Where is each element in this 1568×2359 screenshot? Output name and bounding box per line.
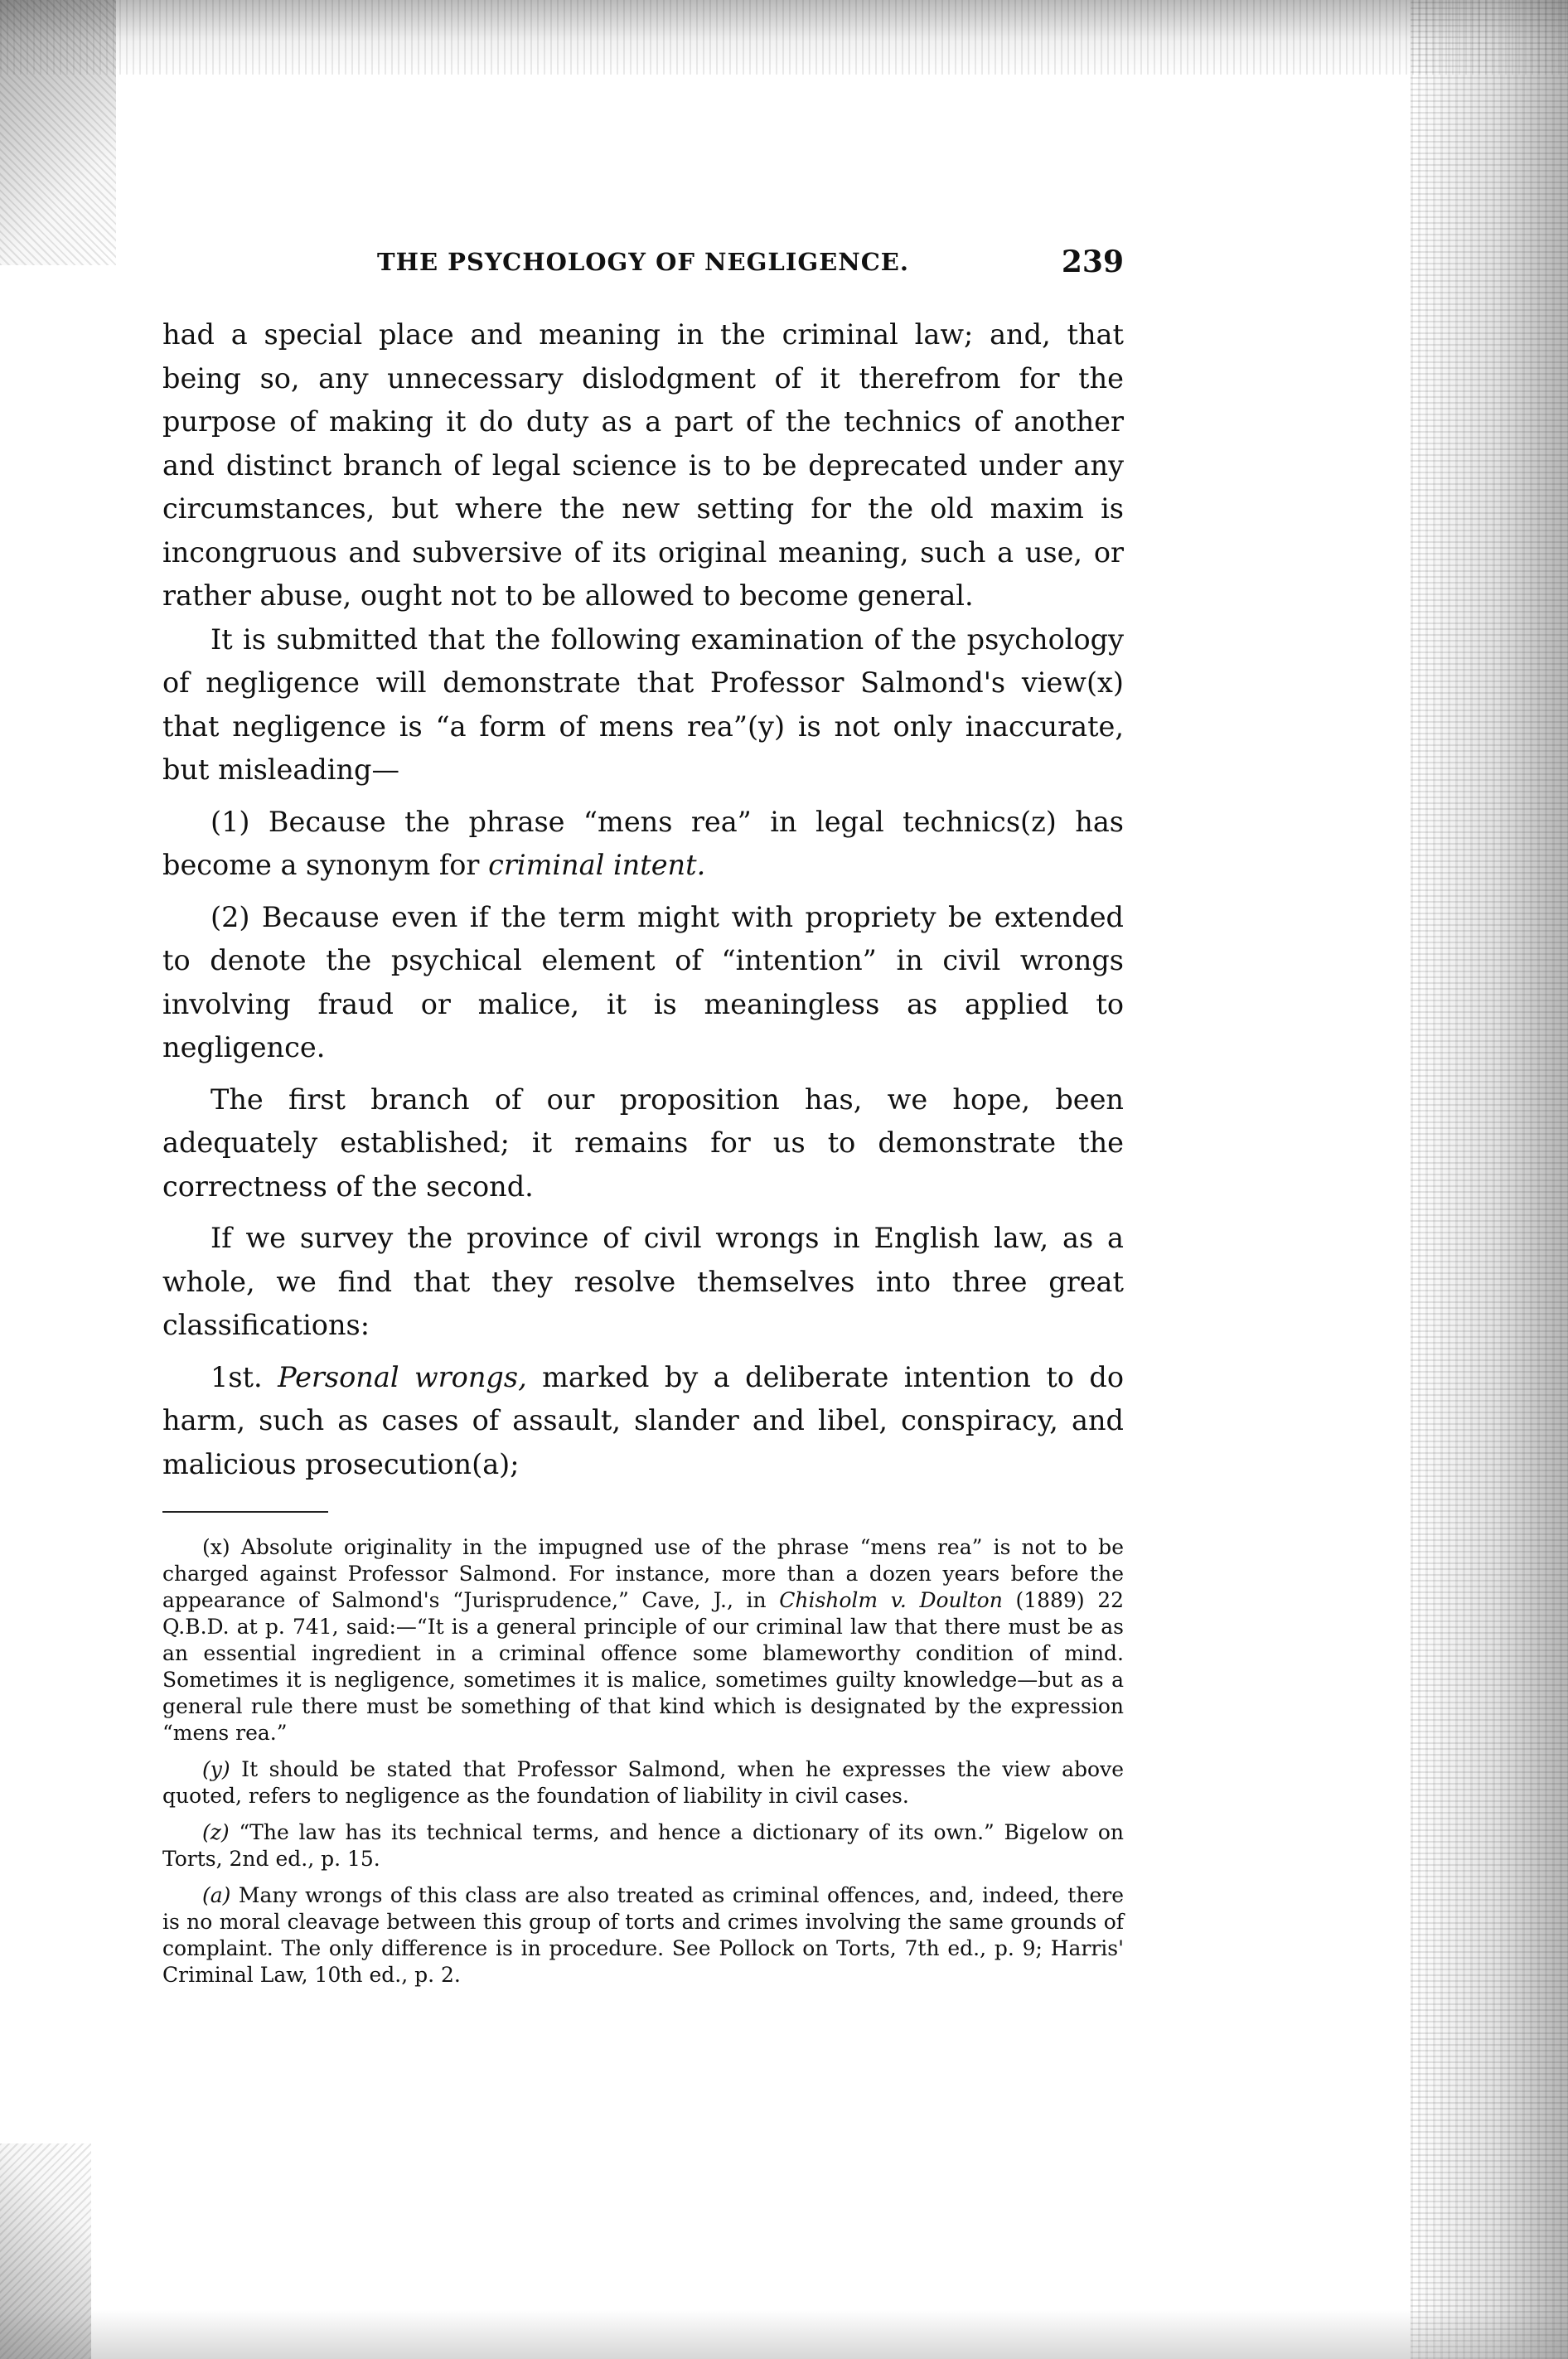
paragraph-7 xyxy=(162,1356,1124,1487)
running-title: THE PSYCHOLOGY OF NEGLIGENCE. xyxy=(376,248,910,276)
footnote-a-mark: (a) xyxy=(202,1883,231,1907)
scan-shadow-bottom xyxy=(0,2309,1568,2359)
paragraph-3-text: (1) Because the phrase “mens rea” in legal technics(z) has become a synonym for xyxy=(162,805,1124,881)
paragraph-7-ordinal: 1st. xyxy=(211,1360,278,1393)
paragraph-6: If we survey the province of civil wrongs in English law, as a whole, we find that they resolve themselves into three great classifications: xyxy=(162,1222,1124,1341)
paragraph-2: It is submitted that the following examination of the psychology of negligence will demonstrate that Professor Salmond's view(x) that negligence is “a form of mens rea”(y) is not only inaccurate, but misleading— xyxy=(162,622,1124,786)
footnote-z-text: “The law has its technical terms, and hence a dictionary of its own.” Bigelow on Torts, 2nd ed., p. 15. xyxy=(162,1820,1124,1871)
scan-shadow-right xyxy=(1411,0,1568,2359)
footnote-a xyxy=(162,1882,1124,1988)
footnote-y-text: It should be stated that Professor Salmond, when he expresses the view above quoted, refers to negligence as the foundation of liability in civil cases. xyxy=(162,1757,1124,1808)
footnote-x xyxy=(162,1534,1124,1746)
footnote-y-mark: (y) xyxy=(202,1757,230,1781)
footnote-x-text-2: (1889) 22 Q.B.D. at p. 741, said:—“It is a general principle of our criminal law that there must be as an essential ingredient in a criminal offence some blameworthy condition of mind. Sometimes it is negligence, sometimes it is malice, sometimes guilty knowledge—but as a general rule there must be something of that kind which is designated by the expression “mens rea.” xyxy=(162,1588,1124,1745)
footnote-x-case: Chisholm v. Doulton xyxy=(779,1588,1003,1612)
scan-shadow-top xyxy=(0,0,1568,75)
page-number: 239 xyxy=(1061,245,1124,279)
body-text xyxy=(162,313,1124,1486)
paragraph-1: had a special place and meaning in the criminal law; and, that being so, any unnecessary dislodgment of it therefrom for the purpose of making it do duty as a part of the technics of another and distinct branch of legal science is to be deprecated under any circumstances, but where the new setting for the old maxim is incongruous and subversive of its original meaning, such a use, or rather abuse, ought not to be allowed to become general. xyxy=(162,318,1124,612)
footnotes xyxy=(162,1534,1124,1988)
paragraph-3 xyxy=(162,801,1124,888)
paragraph-5: The first branch of our proposition has, we hope, been adequately established; it remains for us to demonstrate the correctness of the second. xyxy=(162,1083,1124,1203)
paragraph-7-text: marked by a deliberate intention to do harm, such as cases of assault, slander and libel, conspiracy, and malicious prosecution(a); xyxy=(162,1360,1124,1480)
footnote-z-mark: (z) xyxy=(202,1820,230,1844)
footnote-z xyxy=(162,1819,1124,1872)
footnote-a-text: Many wrongs of this class are also treated as criminal offences, and, indeed, there is no moral cleavage between this group of torts and crimes involving the same grounds of complaint. The only difference is in procedure. See Pollock on Torts, 7th ed., p. 9; Harris' Criminal Law, 10th ed., p. 2. xyxy=(162,1883,1124,1987)
footnote-x-text-1: Absolute originality in the impugned use of the phrase “mens rea” is not to be charged against Professor Salmond. For instance, more than a dozen years before the appearance of Salmond's “Jurisprudence,” Cave, J., in xyxy=(162,1535,1124,1612)
paragraph-7-emphasis: Personal wrongs, xyxy=(278,1360,527,1393)
running-head xyxy=(162,245,1124,295)
footnote-y xyxy=(162,1756,1124,1809)
paragraph-3-emphasis: criminal intent. xyxy=(488,849,706,881)
book-page xyxy=(162,245,1124,1998)
paragraph-4: (2) Because even if the term might with propriety be extended to denote the psychical element of “intention” in civil wrongs involving fraud or malice, it is meaningless as applied to negligence. xyxy=(162,900,1124,1063)
footnote-x-mark: (x) xyxy=(202,1535,230,1559)
footnote-rule xyxy=(162,1511,328,1513)
scan-shadow-top-left xyxy=(0,0,116,265)
